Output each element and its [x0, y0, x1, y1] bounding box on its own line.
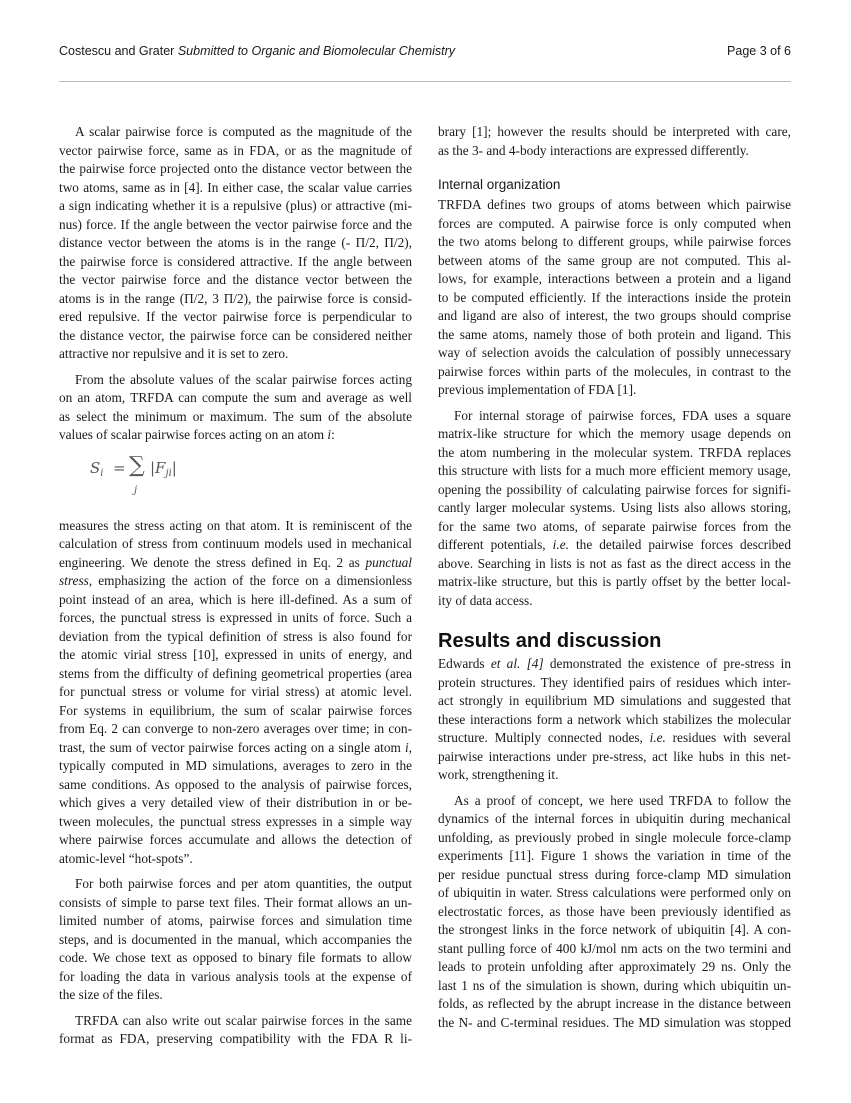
text-line: per residue punctual stress during force-clamp MD simulation [438, 866, 791, 882]
text-line: matrix-like structure, but this is partly offset by the better local- [438, 574, 791, 589]
text-line: pairwise interactions under pre-stress, act like hubs in this net- [438, 748, 791, 764]
text-line: opening the possibility of calculating pairwise forces for signifi- [438, 481, 791, 497]
text-line: values of scalar pairwise forces acting on an atom i: [59, 427, 335, 442]
text-line: the atomic virial stress [10], expressed in units of energy, and [59, 647, 412, 662]
text-line: As a proof of concept, we here used TRFDA to follow the [454, 792, 791, 808]
paragraph-pre-stress [438, 655, 791, 785]
text-line: previous implementation of FDA [1]. [438, 382, 637, 397]
paragraph-output-format [59, 875, 412, 1005]
text-line: as select the minimum or maximum. The sum of the absolute [59, 408, 412, 424]
text-line: ity of data access. [438, 592, 533, 608]
header-citation [59, 44, 455, 58]
text-line: two atoms, same as in [4]. In either case, the scalar value carries [59, 179, 412, 195]
text-line: for punctual stress or volume for virial stress) at atomic level. [59, 684, 412, 699]
text-line: trast, the sum of vector pairwise forces acting on a single atom i, [59, 739, 412, 755]
text-line: TRFDA can also write out scalar pairwise forces in the same [75, 1012, 412, 1028]
text-line: protein structures. They identified pairs of residues which inter- [438, 674, 791, 690]
text-line: work, strengthening it. [438, 767, 559, 782]
paragraph-punctual-stress [59, 517, 412, 869]
text-line: engineering. We denote the stress defined in Eq. 2 as punctual [59, 554, 412, 570]
header-journal: Submitted to Organic and Biomolecular Chemistry [177, 44, 456, 58]
paragraph-atom-groups [438, 196, 791, 400]
equation-punctual-stress [59, 453, 412, 509]
text-line: the same atoms, namely those of both protein and ligand. This [438, 326, 791, 342]
text-line: consists of simple to parse text files. Their format allows an un- [59, 894, 412, 910]
summation-index: j [134, 484, 138, 496]
paragraph-internal-storage [438, 407, 791, 611]
text-line: which gives a very detailed view of their distribution in or be- [59, 795, 412, 810]
text-line: brary [1]; however the results should be interpreted with care, [438, 124, 791, 139]
text-line: the pairwise force is considered attractive. If the angle between [59, 253, 412, 269]
text-line: atomic-level “hot-spots”. [59, 850, 193, 866]
text-line: measures the stress acting on that atom. It is reminiscent of the [59, 517, 412, 533]
text-line: these interactions form a network which stabilizes the molecular [438, 711, 791, 727]
paragraph-fda-library [438, 123, 791, 160]
text-line: From the absolute values of the scalar pairwise forces acting [75, 371, 412, 387]
paragraph-proof-of-concept [438, 792, 791, 1033]
text-line: For internal storage of pairwise forces, FDA uses a square [454, 407, 791, 423]
text-line: leads to protein unfolding after approximately 29 ns. Only the [438, 959, 791, 974]
text-line: experiments [11]. Figure 1 shows the variation in time of the [438, 848, 791, 863]
text-line: to be computed efficiently. If the interactions inside the protein [438, 289, 791, 305]
text-line: the distance vector, the pairwise force can be considered neither [59, 327, 412, 343]
text-line: vector pairwise force, same as in FDA, or as the magnitude of [59, 142, 412, 158]
text-line: a sign indicating whether it is a repulsive (plus) or attractive (mi- [59, 198, 412, 213]
header-authors: Costescu and Grater [59, 44, 175, 58]
text-line: nus) force. If the angle between the vector pairwise force and the [59, 216, 412, 232]
summation-symbol: ∑ [129, 452, 145, 478]
text-line: deviation from the typical definition of stress is also found for [59, 628, 412, 644]
text-line: same conditions. As opposed to the analysis of pairwise forces, [59, 776, 412, 792]
text-line: attractive nor repulsive and it is set to zero. [59, 346, 289, 361]
text-line: Edwards et al. [4] demonstrated the existence of pre-stress in [438, 656, 791, 671]
equation-lhs: $S_i$ [90, 458, 104, 479]
text-line: the vector pairwise force and the distance vector between the [59, 272, 412, 287]
text-line: For systems in equilibrium, the sum of scalar pairwise forces [59, 702, 412, 718]
text-line: TRFDA defines two groups of atoms between which pairwise [438, 197, 791, 212]
text-line: for loading the data in various analysis tools at the expense of [59, 968, 412, 984]
text-line: stems from the difficulty of defining geometrical properties (area [59, 665, 412, 681]
text-line: steps, and is documented in the manual, which accompanies the [59, 931, 412, 947]
text-line: distance vector between the atoms is in the range (- Π/2, Π/2), [59, 235, 412, 250]
paragraph-scalar-pairwise-force [59, 123, 412, 364]
text-line: forces are computed. A pairwise force is only computed when [438, 215, 791, 231]
text-line: code. We chose text as opposed to binary file formats to allow [59, 950, 412, 965]
text-line: for the same two atoms, of separate pairwise forces from the [438, 518, 791, 534]
text-line: the two atoms belong to different groups, while pairwise forces [438, 234, 791, 249]
text-line: point instead of an area, which is here ill-defined. As a sum of [59, 591, 412, 607]
text-line: the size of the files. [59, 987, 163, 1002]
text-line: last 1 ns of the simulation is shown, during which ubiquitin un- [438, 977, 791, 993]
text-line: stant pulling force of 400 kJ/mol nm acts on the two termini and [438, 940, 791, 956]
text-line: the pairwise force projected onto the distance vector between the [59, 161, 412, 176]
text-line: limited number of atoms, pairwise forces and simulation time [59, 913, 412, 928]
text-line: the N- and C-terminal residues. The MD simulation was stopped [438, 1014, 791, 1030]
text-line: cantly larger molecular systems. Using lists also allows storing, [438, 500, 791, 515]
text-line: typically computed in MD simulations, averages to zero in the [59, 758, 412, 773]
text-line: this structure with lists for a much more efficient memory usage, [438, 463, 791, 478]
text-line: between atoms of the same group are not computed. This al- [438, 252, 791, 268]
running-header [59, 44, 791, 62]
text-line: For both pairwise forces and per atom quantities, the output [75, 876, 412, 891]
text-line: calculation of stress from continuum models used in mechanical [59, 536, 412, 551]
text-line: A scalar pairwise force is computed as the magnitude of the [75, 124, 412, 139]
text-line: different potentials, i.e. the detailed pairwise forces described [438, 537, 791, 552]
text-line: structure. Multiply connected nodes, i.e. residues with several [438, 730, 791, 745]
section-heading: Results and discussion [438, 630, 662, 652]
text-line: dynamics of the internal forces in ubiquitin during mechanical [438, 811, 791, 826]
text-line: where pairwise forces accumulate and allows the detection of [59, 832, 412, 847]
text-line: above. Searching in lists is not as fast as the direct access in the [438, 555, 791, 571]
text-line: folds, as reflected by the abrupt increase in the distance between [438, 996, 791, 1011]
text-line: electrostatic forces, as those have been previously identified as [438, 903, 791, 919]
text-line: lows, for example, interactions between a protein and a ligand [438, 271, 791, 286]
text-line: the atom numbering in the molecular system. TRFDA replaces [438, 444, 791, 460]
text-line: format as FDA, preserving compatibility with the FDA R li- [59, 1031, 412, 1046]
text-line: way of selection avoids the calculation of possibly unnecessary [438, 345, 791, 360]
text-line: the strongest links in the force network of ubiquitin [4]. A con- [438, 922, 791, 937]
text-line: act strongly in equilibrium MD simulations and suggested that [438, 693, 791, 708]
text-line: ered repulsive. If the vector pairwise force is perpendicular to [59, 309, 412, 324]
text-line: and ligand are also of interest, the two groups should comprise [438, 308, 791, 323]
subsection-heading: Internal organization [438, 177, 561, 192]
text-line: pairwise forces within parts of the molecules, in contrast to the [438, 363, 791, 379]
text-line: stress, emphasizing the action of the force on a dimensionless [59, 573, 412, 588]
text-line: atoms is in the range (Π/2, 3 Π/2), the pairwise force is consid- [59, 290, 412, 306]
page-number: Page 3 of 6 [727, 44, 791, 58]
paragraph-fda-compatibility [59, 1012, 412, 1049]
text-line: forces, the punctual stress is expressed in units of force. Such a [59, 610, 412, 625]
right-column [438, 123, 791, 1032]
text-line: tween molecules, the punctual stress expresses in a simple way [59, 813, 412, 829]
equation-rhs: $|F_{ji}|$ [150, 458, 177, 479]
text-line: matrix-like structure for which the memory usage depends on [438, 426, 791, 441]
left-column [59, 123, 412, 1049]
text-line: unfolding, as previously probed in single molecule force-clamp [438, 829, 791, 845]
text-line: from Eq. 2 can converge to non-zero averages over time; in con- [59, 721, 412, 736]
paragraph-absolute-values [59, 371, 412, 445]
equation-equals: = [113, 458, 126, 477]
text-line: on an atom, TRFDA can compute the sum and average as well [59, 390, 412, 405]
text-line: of ubiquitin in water. Stress calculations were performed only on [438, 885, 791, 900]
header-divider [59, 81, 791, 82]
text-line: as the 3- and 4-body interactions are expressed differently. [438, 142, 749, 158]
